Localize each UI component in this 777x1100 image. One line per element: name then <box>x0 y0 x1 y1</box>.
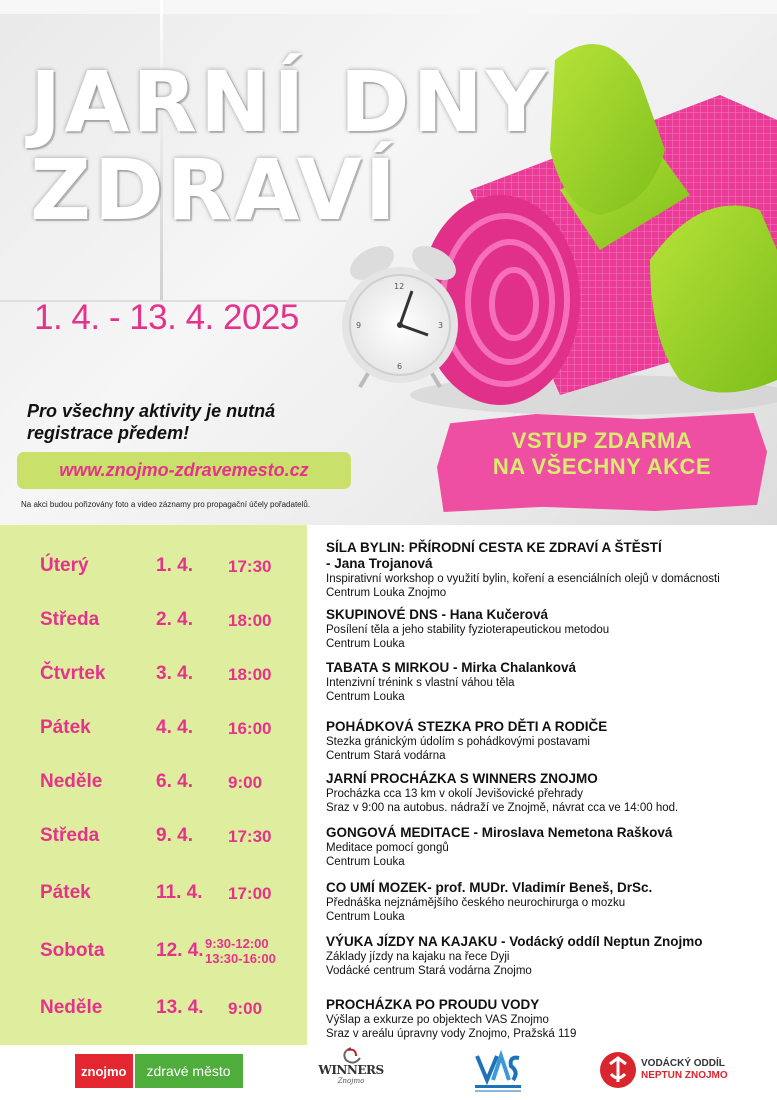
event-item <box>326 997 776 1041</box>
schedule-time: 17:30 <box>228 557 272 576</box>
event-item <box>326 660 776 704</box>
event-description: Základy jízdy na kajaku na řece Dyji <box>326 951 510 963</box>
svg-text:12: 12 <box>394 282 405 291</box>
title-line-2: ZDRAVÍ <box>30 141 399 239</box>
schedule-day: Pátek <box>40 717 91 738</box>
zdrave-mesto-label: zdravé město <box>135 1054 243 1088</box>
hero-section <box>0 0 777 525</box>
schedule-day: Neděle <box>40 997 103 1018</box>
schedule-day: Středa <box>40 609 100 630</box>
neptun-line-2: NEPTUN ZNOJMO <box>641 1070 728 1081</box>
event-item <box>326 719 776 763</box>
free-entry-text <box>447 428 757 480</box>
vas-logo-mark <box>473 1050 523 1094</box>
event-item <box>326 934 776 978</box>
event-description: Přednáška nejznámějšího českého neurochirurga o mozku <box>326 897 626 909</box>
event-location: Sraz v areálu úpravny vody Znojmo, Pražská 119 <box>326 1028 577 1040</box>
free-entry-line-1: VSTUP ZDARMA <box>511 428 693 453</box>
svg-text:6: 6 <box>397 362 403 371</box>
event-title: GONGOVÁ MEDITACE - Miroslava Nemetona Rašková <box>326 825 673 840</box>
neptun-line-1: VODÁCKÝ ODDÍL <box>641 1058 725 1069</box>
schedule-time: 17:00 <box>228 884 272 903</box>
neptun-znojmo-logo <box>600 1052 728 1088</box>
event-description: Inspirativní workshop o využití bylin, koření a esenciálních olejů v domácnosti <box>326 573 720 585</box>
svg-text:3: 3 <box>438 321 444 330</box>
neptun-logo-text <box>641 1058 728 1082</box>
event-description: Intenzivní trénink s vlastní váhou těla <box>326 677 515 689</box>
event-location: Centrum Louka Znojmo <box>326 587 447 599</box>
schedule-day: Čtvrtek <box>40 663 106 684</box>
event-item <box>326 825 776 869</box>
event-title: TABATA S MIRKOU - Mirka Chalanková <box>326 660 577 675</box>
event-dates: 1. 4. - 13. 4. 2025 <box>34 298 299 337</box>
event-item <box>326 771 776 815</box>
schedule-day: Úterý <box>40 555 89 576</box>
event-description: Výšlap a exkurze po objektech VAS Znojmo <box>326 1014 549 1026</box>
event-title-host: - Jana Trojanová <box>326 556 433 571</box>
schedule-date: 12. 4. <box>156 940 204 961</box>
schedule-date: 4. 4. <box>156 717 193 738</box>
event-description: Posílení těla a jeho stability fyzioterapeutickou metodou <box>326 624 610 636</box>
event-location: Centrum Stará vodárna <box>326 750 446 762</box>
znojmo-zdrave-mesto-logo <box>75 1054 243 1088</box>
schedule-date: 3. 4. <box>156 663 193 684</box>
schedule-time: 9:00 <box>228 773 263 792</box>
schedule-time: 16:00 <box>228 719 272 738</box>
schedule-day: Neděle <box>40 771 103 792</box>
neptun-emblem-icon <box>600 1052 636 1088</box>
schedule-time <box>205 936 276 966</box>
schedule-time-morning: 9:30-12:00 <box>205 936 269 951</box>
winners-swirl-icon <box>336 1046 366 1066</box>
event-description: Meditace pomocí gongů <box>326 842 449 854</box>
event-title: CO UMÍ MOZEK- prof. MUDr. Vladimír Beneš, DrSc. <box>326 880 653 895</box>
znojmo-logo-mark: znojmo <box>75 1054 133 1088</box>
event-location: Centrum Louka <box>326 691 405 703</box>
winners-logo <box>316 1046 386 1096</box>
event-location: Sraz v 9:00 na autobus. nádraží ve Znojmě, návrat cca ve 14:00 hod. <box>326 802 679 814</box>
registration-note: Pro všechny aktivity je nutná registrace předem! <box>27 401 276 443</box>
schedule-day: Sobota <box>40 940 105 961</box>
schedule-time: 18:00 <box>228 611 272 630</box>
schedule-date: 1. 4. <box>156 555 193 576</box>
schedule-date: 2. 4. <box>156 609 193 630</box>
schedule-date: 11. 4. <box>156 882 203 903</box>
svg-text:9: 9 <box>356 321 362 330</box>
event-title: POHÁDKOVÁ STEZKA PRO DĚTI A RODIČE <box>326 719 608 734</box>
event-title: JARNÍ PROCHÁZKA S WINNERS ZNOJMO <box>326 771 598 786</box>
event-location: Centrum Louka <box>326 856 405 868</box>
event-title: PROCHÁZKA PO PROUDU VODY <box>326 997 540 1012</box>
schedule-date: 13. 4. <box>156 997 204 1018</box>
schedule-date: 6. 4. <box>156 771 193 792</box>
event-location: Centrum Louka <box>326 638 405 650</box>
schedule-time-afternoon: 13:30-16:00 <box>205 951 276 966</box>
website-link[interactable]: www.znojmo-zdravemesto.cz <box>17 452 351 489</box>
schedule-day: Pátek <box>40 882 91 903</box>
event-description: Procházka cca 13 km v okolí Jevišovické přehrady <box>326 788 583 800</box>
vas-logo <box>473 1050 523 1094</box>
event-item <box>326 607 776 651</box>
event-item <box>326 880 776 924</box>
schedule-day: Středa <box>40 825 100 846</box>
winners-wordmark: WINNERS <box>318 1063 384 1077</box>
event-location: Centrum Louka <box>326 911 405 923</box>
free-entry-line-2: NA VŠECHNY AKCE <box>492 454 712 479</box>
title-line-1: JARNÍ DNY <box>30 53 550 151</box>
winners-subtitle: Znojmo <box>337 1077 365 1085</box>
schedule-time: 9:00 <box>228 999 263 1018</box>
schedule-time: 17:30 <box>228 827 272 846</box>
event-location: Vodácké centrum Stará vodárna Znojmo <box>326 965 532 977</box>
photo-disclaimer: Na akci budou pořizovány foto a video záznamy pro propagační účely pořadatelů. <box>21 500 311 509</box>
schedule-date: 9. 4. <box>156 825 193 846</box>
schedule-time: 18:00 <box>228 665 272 684</box>
event-title: SKUPINOVÉ DNS - Hana Kučerová <box>326 607 549 622</box>
event-item <box>326 540 776 600</box>
event-title: SÍLA BYLIN: PŘÍRODNÍ CESTA KE ZDRAVÍ A ŠTĚSTÍ <box>326 540 662 555</box>
event-description: Stezka gránickým údolím s pohádkovými postavami <box>326 736 590 748</box>
event-title: VÝUKA JÍZDY NA KAJAKU - Vodácký oddíl Neptun Znojmo <box>326 934 703 949</box>
page-title <box>30 53 550 239</box>
